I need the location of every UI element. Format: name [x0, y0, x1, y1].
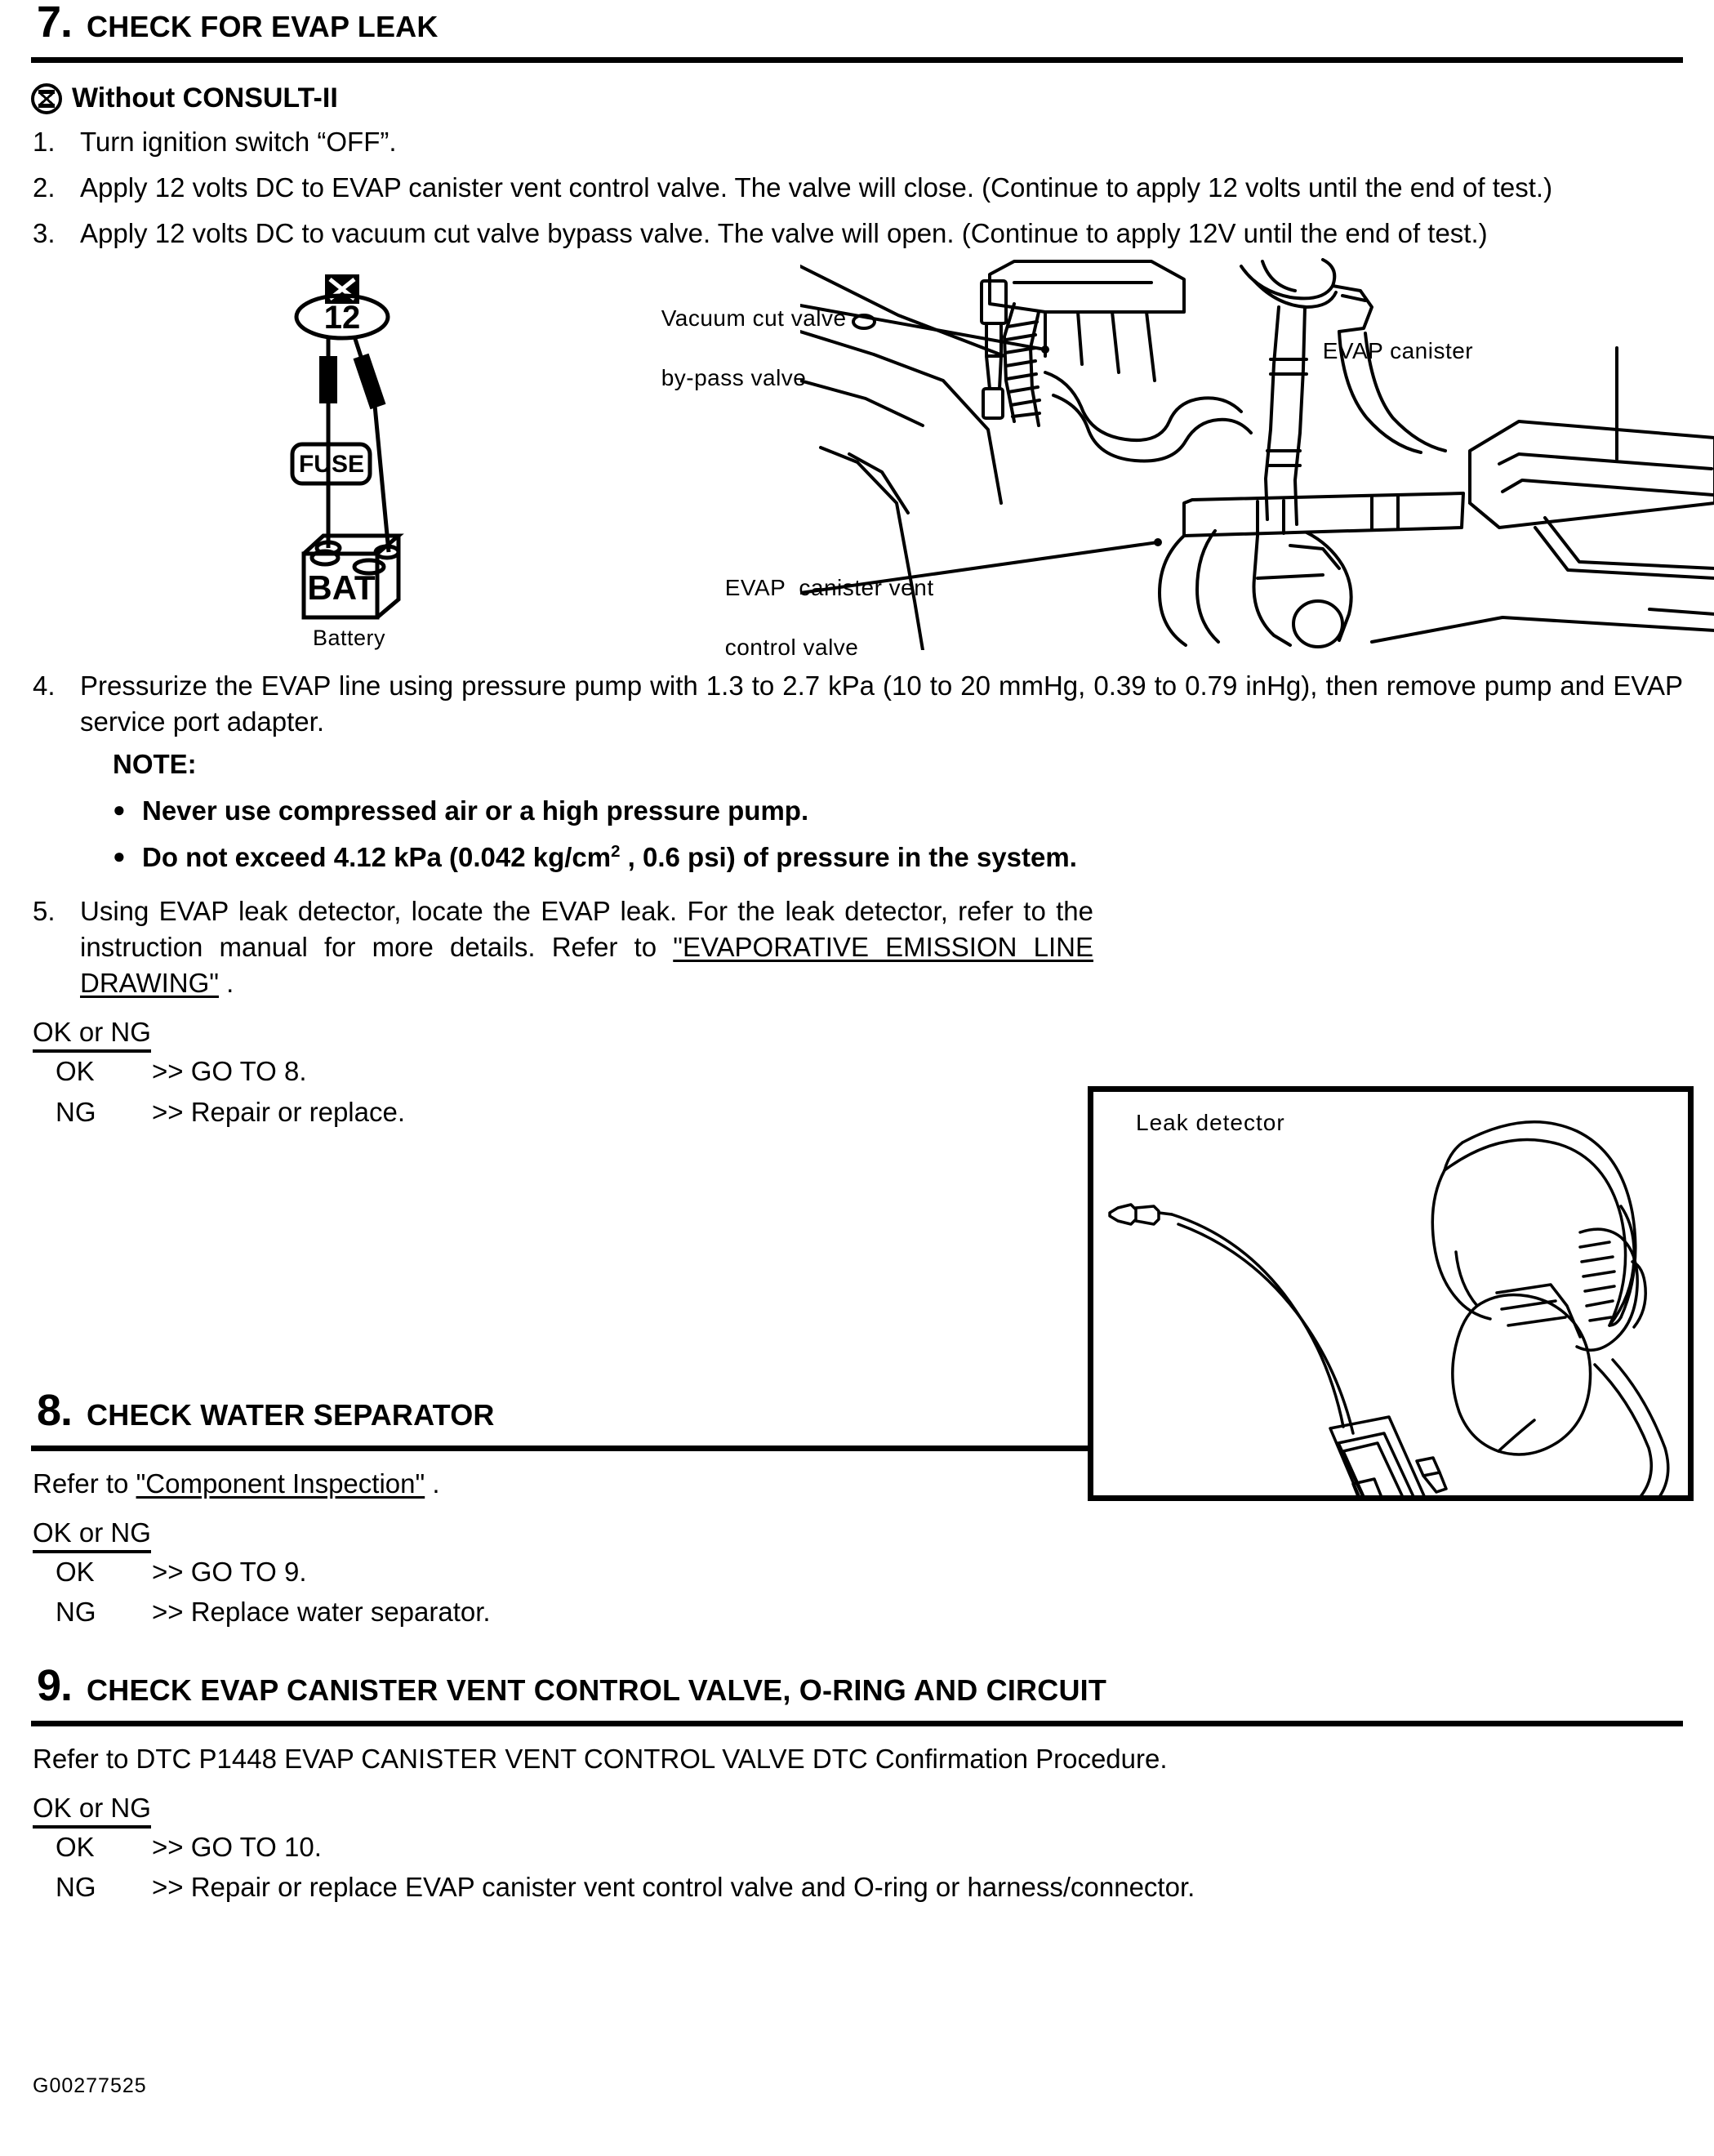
section-7-ok-value: >> GO TO 8. [152, 1056, 307, 1087]
section-8-refer-link[interactable]: "Component Inspection" [136, 1468, 425, 1499]
section-8-okng-heading [0, 1517, 1714, 1549]
section-7-number: 7. [37, 0, 73, 47]
section-8-ng-value: >> Replace water separator. [152, 1597, 491, 1628]
without-consult-icon [31, 83, 62, 114]
section-8-okng-heading-text: OK or NG [33, 1517, 151, 1553]
section-7-ok-row [0, 1054, 1714, 1088]
label-vacuum-cut-valve-line2: by-pass valve [661, 364, 807, 390]
section-7-divider [31, 57, 1683, 63]
note-item-2 [113, 840, 1683, 875]
section-9-divider [31, 1721, 1683, 1726]
label-vent-valve-line2: control valve [724, 634, 859, 660]
section-7-title: CHECK FOR EVAP LEAK [87, 10, 439, 43]
step-5-text-after: . [218, 967, 234, 998]
note-item-2-superscript: 2 [611, 842, 621, 862]
section-9-refer: Refer to DTC P1448 EVAP CANISTER VENT CONTROL VALVE DTC Confirmation Procedure. [33, 1743, 1168, 1774]
section-9-heading [0, 1660, 1714, 1710]
label-evap-canister-line1: EVAP canister [1322, 338, 1474, 364]
section-7-ng-key: NG [56, 1096, 96, 1127]
step-5-text [80, 893, 1093, 1001]
step-3-number: 3. [33, 217, 56, 248]
step-4-number: 4. [33, 670, 56, 701]
section-9-number: 9. [37, 1660, 73, 1710]
step-3-text: Apply 12 volts DC to vacuum cut valve bypass valve. The valve will open. (Continue to apply 12V until the end of test.) [80, 217, 1488, 248]
section-9-okng-heading-text: OK or NG [33, 1793, 151, 1829]
section-7-okng-heading-text: OK or NG [33, 1017, 151, 1053]
battery-circuit-drawing [269, 266, 539, 658]
section-8-ok-row [0, 1555, 1714, 1588]
step-1 [0, 124, 1714, 160]
section-9-ng-row [0, 1870, 1714, 1904]
section-9-title: CHECK EVAP CANISTER VENT CONTROL VALVE, O-RING AND CIRCUIT [87, 1673, 1107, 1707]
label-vent-valve-line1: EVAP canister vent [724, 575, 934, 601]
step-2 [0, 170, 1714, 206]
note-label: NOTE: [113, 749, 197, 780]
section-8-ok-value: >> GO TO 9. [152, 1557, 307, 1588]
section-7-ng-value: >> Repair or replace. [152, 1096, 406, 1127]
note-item-2-text [142, 840, 1077, 875]
section-9-ng-key: NG [56, 1872, 96, 1903]
section-8-title: CHECK WATER SEPARATOR [87, 1397, 495, 1432]
note-bullet-icon-2: ● [113, 844, 126, 869]
note-bullet-icon: ● [113, 797, 126, 822]
section-7-heading [0, 0, 1714, 47]
step-5-number: 5. [33, 896, 56, 927]
step-2-text: Apply 12 volts DC to EVAP canister vent control valve. The valve will close. (Continue to apply 12 volts until the end of test.) [80, 172, 1553, 203]
step-5 [0, 893, 1714, 1001]
label-vacuum-cut-valve [621, 274, 847, 423]
section-8-refer-after: . [425, 1468, 440, 1499]
note-item-1-text: Never use compressed air or a high pressure pump. [142, 795, 809, 826]
evap-hookup-figure [0, 258, 1714, 658]
section-9-ok-key: OK [56, 1832, 95, 1863]
section-9-ok-row [0, 1830, 1714, 1864]
fuse-label: FUSE [298, 450, 365, 478]
battery-caption: Battery [313, 625, 386, 650]
label-evap-canister [1282, 307, 1473, 396]
step-1-number: 1. [33, 127, 56, 157]
section-8-refer-before: Refer to [33, 1468, 136, 1499]
leak-detector-figure [1088, 1086, 1694, 1501]
leak-detector-label: Leak detector [1136, 1110, 1285, 1135]
note-item-2-pre: Do not exceed 4.12 kPa (0.042 kg/cm [142, 842, 612, 873]
label-evap-canister-vent-control-valve [684, 544, 934, 693]
section-9-okng-heading [0, 1792, 1714, 1824]
note-item-2-post: , 0.6 psi) of pressure in the system. [620, 842, 1077, 873]
step-5-link[interactable]: "EVAPORATIVE EMISSION LINE DRAWING" [80, 931, 1093, 998]
connector-number: 12 [323, 299, 361, 336]
without-consult-label: Without CONSULT-II [72, 82, 338, 114]
section-8-ng-key: NG [56, 1597, 96, 1628]
section-8-ng-row [0, 1595, 1714, 1628]
step-3 [0, 216, 1714, 252]
without-consult-subheading [0, 82, 1714, 114]
step-5-text-before: Using EVAP leak detector, locate the EVAP leak. For the leak detector, refer to the instruction manual for more details. Refer to [80, 896, 1093, 962]
engine-bay-drawing [800, 258, 1714, 650]
section-8-number: 8. [37, 1385, 73, 1435]
note-item-1 [113, 794, 1683, 829]
section-9-ng-value: >> Repair or replace EVAP canister vent control valve and O-ring or harness/connector. [152, 1872, 1195, 1903]
label-vacuum-cut-valve-line1: Vacuum cut valve [661, 305, 847, 332]
leak-detector-drawing [1093, 1092, 1688, 1495]
note-block [0, 747, 1714, 875]
battery-label: BAT [307, 568, 376, 607]
step-4-text: Pressurize the EVAP line using pressure pump with 1.3 to 2.7 kPa (10 to 20 mmHg, 0.39 to 0.79 inHg), then remove pump and EVAP service port adapter. [80, 670, 1683, 737]
section-9-ok-value: >> GO TO 10. [152, 1832, 322, 1863]
step-2-number: 2. [33, 172, 56, 203]
footer-document-code: G00277525 [33, 2074, 147, 2097]
step-1-text: Turn ignition switch “OFF”. [80, 127, 397, 157]
section-7-okng-heading [0, 1016, 1714, 1049]
section-8-ok-key: OK [56, 1557, 95, 1588]
section-7-ok-key: OK [56, 1056, 95, 1087]
